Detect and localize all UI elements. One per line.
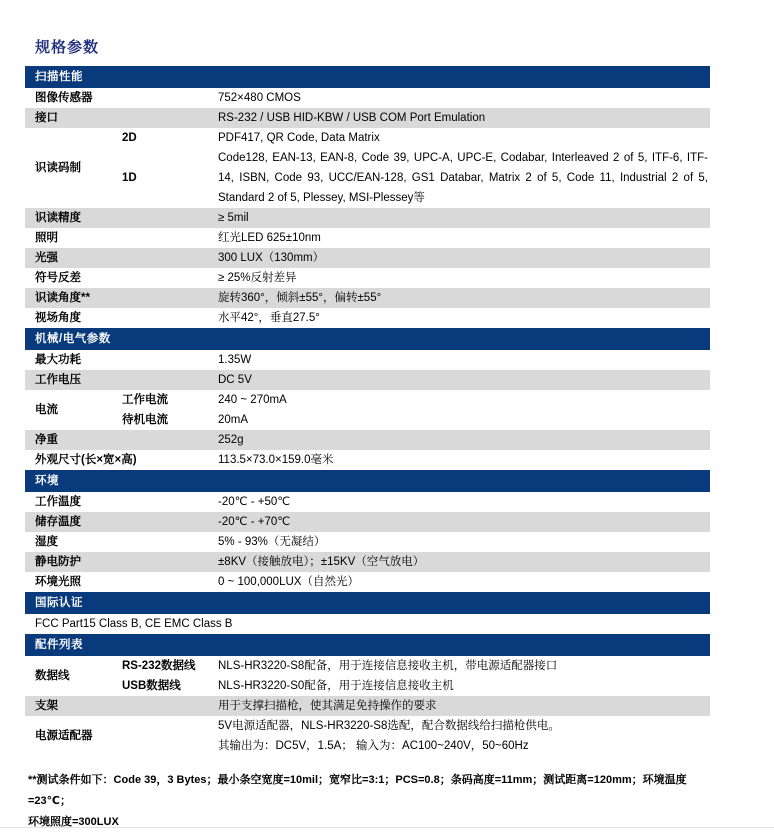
footnote [28, 770, 713, 833]
row-value: 水平42°，垂直27.5° [218, 308, 710, 328]
sub-rows [122, 128, 710, 208]
row-label: 识读精度 [25, 208, 218, 228]
table-row [25, 350, 710, 370]
table-row [25, 656, 710, 696]
subrow-label: 工作电流 [122, 390, 218, 410]
footnote-line: 环境照度=300LUX [28, 812, 713, 833]
sub-row [122, 128, 710, 148]
sub-rows [122, 656, 710, 696]
section-header: 环境 [25, 470, 710, 492]
row-value-line: 其输出为：DC5V，1.5A； 输入为：AC100~240V，50~60Hz [218, 736, 710, 756]
row-label: 电流 [25, 400, 122, 420]
row-label: 识读角度** [25, 288, 218, 308]
row-value: FCC Part15 Class B, CE EMC Class B [25, 614, 710, 634]
row-value [218, 716, 710, 756]
table-row [25, 572, 710, 592]
row-label: 光强 [25, 248, 218, 268]
row-label: 支架 [25, 696, 218, 716]
table-row [25, 512, 710, 532]
table-row [25, 248, 710, 268]
table-row [25, 492, 710, 512]
row-label: 最大功耗 [25, 350, 218, 370]
row-label: 图像传感器 [25, 88, 218, 108]
row-value: 20mA [218, 410, 710, 430]
row-label: 储存温度 [25, 512, 218, 532]
row-value: 752×480 CMOS [218, 88, 710, 108]
sub-row [122, 148, 710, 208]
sub-row [122, 656, 710, 676]
subrow-label: RS-232数据线 [122, 656, 218, 676]
table-row [25, 268, 710, 288]
row-value: 113.5×73.0×159.0毫米 [218, 450, 710, 470]
row-label: 数据线 [25, 666, 122, 686]
table-row [25, 450, 710, 470]
row-value: 0 ~ 100,000LUX（自然光） [218, 572, 710, 592]
table-row [25, 288, 710, 308]
table-row [25, 716, 710, 756]
sub-row [122, 390, 710, 410]
row-label: 符号反差 [25, 268, 218, 288]
subrow-label: 1D [122, 168, 218, 188]
table-row [25, 390, 710, 430]
row-value: 252g [218, 430, 710, 450]
row-label: 环境光照 [25, 572, 218, 592]
page-title: 规格参数 [35, 36, 710, 57]
table-row [25, 208, 710, 228]
row-label: 接口 [25, 108, 218, 128]
row-value: RS-232 / USB HID-KBW / USB COM Port Emulation [218, 108, 710, 128]
row-value: 红光LED 625±10nm [218, 228, 710, 248]
row-value: -20℃ - +50℃ [218, 492, 710, 512]
row-value: 300 LUX（130mm） [218, 248, 710, 268]
row-label: 视场角度 [25, 308, 218, 328]
footnote-line: **测试条件如下：Code 39，3 Bytes；最小条空宽度=10mil；宽窄比=3:1；PCS=0.8；条码高度=11mm；测试距离=120mm；环境温度=23℃； [28, 770, 713, 812]
table-row [25, 614, 710, 634]
row-value: 240 ~ 270mA [218, 390, 710, 410]
row-value: ±8KV（接触放电）；±15KV（空气放电） [218, 552, 710, 572]
section-header: 配件列表 [25, 634, 710, 656]
table-row [25, 108, 710, 128]
row-value: PDF417, QR Code, Data Matrix [218, 128, 710, 148]
row-value: DC 5V [218, 370, 710, 390]
row-label: 湿度 [25, 532, 218, 552]
table-row [25, 532, 710, 552]
row-value: NLS-HR3220-S0配备，用于连接信息接收主机 [218, 676, 710, 696]
table-row [25, 552, 710, 572]
row-value: 1.35W [218, 350, 710, 370]
subrow-label: 待机电流 [122, 410, 218, 430]
row-label: 识读码制 [25, 158, 122, 178]
row-label: 外观尺寸(长×宽×高) [25, 450, 218, 470]
section-header: 机械/电气参数 [25, 328, 710, 350]
row-value: 5% - 93%（无凝结） [218, 532, 710, 552]
row-value: ≥ 5mil [218, 208, 710, 228]
table-row [25, 430, 710, 450]
sub-row [122, 410, 710, 430]
section-header: 国际认证 [25, 592, 710, 614]
row-label: 工作电压 [25, 370, 218, 390]
sub-rows [122, 390, 710, 430]
sub-row [122, 676, 710, 696]
subrow-label: 2D [122, 128, 218, 148]
row-value: 旋转360°，倾斜±55°，偏转±55° [218, 288, 710, 308]
table-row [25, 696, 710, 716]
row-value: 用于支撑扫描枪，使其满足免持操作的要求 [218, 696, 710, 716]
row-label: 净重 [25, 430, 218, 450]
spec-table [25, 66, 710, 756]
row-label: 工作温度 [25, 492, 218, 512]
table-row [25, 308, 710, 328]
row-value-line: 5V电源适配器，NLS-HR3220-S8选配，配合数据线给扫描枪供电。 [218, 716, 710, 736]
row-value: -20℃ - +70℃ [218, 512, 710, 532]
section-header: 扫描性能 [25, 66, 710, 88]
row-value: Code128, EAN-13, EAN-8, Code 39, UPC-A, UPC-E, Codabar, Interleaved 2 of 5, ITF-6, ITF-14, ISBN, Code 93, UCC/EAN-128, GS1 Databar, Matrix 2 of 5, Code 11, Industrial 2 of 5, Standard 2 of 5, Plessey, MSI-Plessey等 [218, 148, 710, 208]
row-label: 照明 [25, 228, 218, 248]
table-row [25, 88, 710, 108]
row-value: NLS-HR3220-S8配备，用于连接信息接收主机，带电源适配器接口 [218, 656, 710, 676]
subrow-label: USB数据线 [122, 676, 218, 696]
table-row [25, 228, 710, 248]
table-row [25, 128, 710, 208]
table-row [25, 370, 710, 390]
row-value: ≥ 25%反射差异 [218, 268, 710, 288]
row-label: 静电防护 [25, 552, 218, 572]
row-label: 电源适配器 [25, 726, 218, 746]
